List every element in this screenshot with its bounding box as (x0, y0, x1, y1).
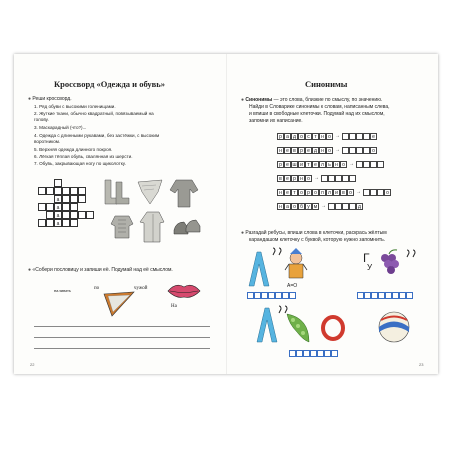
word-letter-box: д (291, 133, 298, 140)
synonym-row (277, 189, 391, 196)
word-letter-box: и (298, 161, 305, 168)
word-letter-box: ь (326, 161, 333, 168)
definition-line: и впиши в свободные клеточки. Подумай над их смыслом, (249, 111, 385, 117)
crossword-cell[interactable] (70, 211, 78, 219)
right-page-title: Синонимы (305, 79, 348, 89)
arrow-right-icon: → (356, 189, 361, 195)
crossword-cell-given: а (54, 203, 62, 211)
page-number-left: 22 (30, 362, 35, 367)
word-letter-box: е (284, 147, 291, 154)
answer-box[interactable] (356, 161, 363, 168)
clue-5: 5. Верхняя одежда длинного покроя. (34, 147, 113, 152)
clue-6: 6. Лёгкая тёплая обувь, свалянная из шерсти. (34, 154, 133, 159)
answer-box[interactable] (282, 292, 289, 299)
hint-letter-box: о (370, 147, 377, 154)
answer-line[interactable] (34, 348, 210, 349)
answer-box[interactable] (261, 292, 268, 299)
coat-illustration (140, 210, 166, 244)
definition-line: запомни их написание. (249, 118, 303, 124)
book-spread (14, 54, 438, 374)
crossword-cell[interactable] (54, 179, 62, 187)
rebus-word-nalivat: наливать (54, 288, 72, 293)
word-letter-box: о (298, 189, 305, 196)
answer-box[interactable] (370, 161, 377, 168)
answer-box[interactable] (363, 189, 370, 196)
crossword-cell[interactable] (86, 211, 94, 219)
answer-box[interactable] (289, 292, 296, 299)
clown-illustration (283, 250, 309, 282)
word-letter-box: т (291, 189, 298, 196)
answer-box[interactable] (331, 350, 338, 357)
rebus-word-po: по (94, 286, 100, 291)
word-letter-box: ш (292, 162, 297, 168)
answer-box[interactable] (310, 350, 317, 357)
word-letter-box: а (284, 133, 291, 140)
synonym-row (277, 175, 356, 182)
word-letter-box: б (298, 203, 305, 210)
word-letter-box: о (298, 133, 305, 140)
rebus-instruction-line2: карандашом клеточку с буквой, которую нужно запомнить. (249, 237, 386, 243)
word-letter-box: о (326, 133, 333, 140)
answer-box[interactable] (385, 292, 392, 299)
answer-box[interactable] (363, 133, 370, 140)
pie-slice-illustration (102, 290, 136, 318)
definition-line: Найди в Словарике синонимы к словам, написанным слева, (249, 104, 390, 110)
arrow-right-icon: → (314, 175, 319, 181)
answer-box[interactable] (349, 133, 356, 140)
answer-box[interactable] (328, 203, 335, 210)
word-letter-box: н (277, 203, 284, 210)
word-letter-box: т (305, 161, 312, 168)
answer-box[interactable] (317, 350, 324, 357)
answer-box[interactable] (371, 292, 378, 299)
page-number-right: 23 (419, 362, 424, 367)
crossword-cell[interactable] (78, 211, 86, 219)
arrow-right-icon: → (335, 133, 340, 139)
answer-box[interactable] (342, 147, 349, 154)
word-letter-box: н (319, 147, 326, 154)
letter-l-illustration (255, 306, 277, 344)
rebus2-answer-boxes (357, 292, 413, 299)
word-letter-box: с (305, 133, 312, 140)
sweater-illustration (168, 178, 200, 208)
crossword-cell[interactable] (78, 195, 86, 203)
clue-4-cont: воротником. (34, 139, 61, 144)
answer-box[interactable] (296, 350, 303, 357)
word-letter-box: е (284, 161, 291, 168)
word-letter-box: р (298, 147, 305, 154)
synonym-row (277, 203, 363, 210)
answer-box[interactable] (357, 292, 364, 299)
answer-box[interactable] (378, 292, 385, 299)
word-letter-box: р (305, 189, 312, 196)
proverb-instruction: ● «Собери пословицу и запиши её. Подумай над её смыслом. (28, 267, 173, 273)
answer-box[interactable] (356, 133, 363, 140)
answer-box[interactable] (328, 175, 335, 182)
rebus-word-chuzhoy: чужой (134, 286, 148, 291)
letter-l-illustration (247, 250, 269, 288)
answer-box[interactable] (342, 133, 349, 140)
ball-illustration (377, 310, 411, 344)
clue-3: 3. Маскарадный (что?)... (34, 125, 87, 130)
answer-box[interactable] (364, 292, 371, 299)
hint-letter-box: о (384, 189, 391, 196)
rebus2-letter-bottom: У (367, 263, 373, 272)
rebus1-answer-boxes (247, 292, 296, 299)
word-letter-box: н (277, 147, 284, 154)
synonym-row (277, 161, 384, 168)
answer-box[interactable] (342, 203, 349, 210)
answer-box[interactable] (289, 350, 296, 357)
word-letter-box: м (313, 204, 318, 210)
word-letter-box: т (312, 133, 319, 140)
crossword-cell[interactable] (38, 203, 46, 211)
crossword-cell[interactable] (62, 219, 70, 227)
clue-2-cont: голову. (34, 117, 49, 122)
word-letter-box: л (326, 189, 333, 196)
answer-box[interactable] (254, 292, 261, 299)
word-letter-box: е (284, 189, 291, 196)
word-letter-box: п (319, 189, 326, 196)
word-letter-box: и (333, 189, 340, 196)
answer-box[interactable] (349, 147, 356, 154)
word-letter-box: н (319, 133, 326, 140)
answer-box[interactable] (363, 161, 370, 168)
crossword-cell[interactable] (62, 187, 70, 195)
answer-box[interactable] (377, 161, 384, 168)
answer-box[interactable] (406, 292, 413, 299)
crossword-cell-given: а (54, 211, 62, 219)
crossword-cell[interactable] (62, 195, 70, 203)
word-letter-box: о (347, 189, 354, 196)
left-page-title: Кроссворд «Одежда и обувь» (54, 79, 165, 89)
answer-box[interactable] (321, 175, 328, 182)
clue-2: 2. Жуткие ткани, обычно квадратный, повязываемый на (34, 111, 154, 116)
crossword-cell[interactable] (38, 219, 46, 227)
scarf-illustration (136, 178, 164, 206)
word-letter-box: р (277, 161, 284, 168)
word-letter-box: е (284, 175, 291, 182)
crossword-cell-given: а (54, 219, 62, 227)
answer-box[interactable] (342, 175, 349, 182)
answer-box[interactable] (268, 292, 275, 299)
word-letter-box: а (284, 203, 291, 210)
word-letter-box: н (298, 175, 305, 182)
crossword-cell[interactable] (46, 211, 54, 219)
answer-box[interactable] (377, 189, 384, 196)
word-letter-box: в (277, 175, 284, 182)
pea-pod-illustration (283, 310, 313, 344)
crossword-cell[interactable] (54, 187, 62, 195)
word-letter-box: о (305, 175, 312, 182)
answer-box[interactable] (335, 203, 342, 210)
word-letter-box: д (312, 147, 319, 154)
grapes-illustration (377, 248, 401, 276)
word-letter-box: в (291, 147, 298, 154)
arrow-right-icon: → (335, 147, 340, 153)
clue-7: 7. Обувь, закрывающая ногу по щиколотку. (34, 161, 126, 166)
rebus1-caption: А=О (287, 283, 298, 289)
right-page (227, 54, 438, 374)
crossword-cell[interactable] (70, 195, 78, 203)
word-letter-box: в (340, 189, 347, 196)
apostrophes-icon (405, 248, 419, 258)
crossword-cell[interactable] (62, 211, 70, 219)
arrow-right-icon: → (321, 203, 326, 209)
word-letter-box: е (312, 161, 319, 168)
answer-box[interactable] (335, 175, 342, 182)
lips-illustration (166, 282, 202, 300)
crossword-cell[interactable] (70, 219, 78, 227)
answer-box[interactable] (392, 292, 399, 299)
crossword-cell[interactable] (70, 203, 78, 211)
synonym-row (277, 133, 377, 140)
rebus3-answer-boxes (289, 350, 338, 357)
synonym-row (277, 147, 377, 154)
answer-box[interactable] (363, 147, 370, 154)
rebus-word-na: На (171, 304, 177, 309)
word-letter-box: р (277, 133, 284, 140)
word-letter-box: е (305, 147, 312, 154)
crossword-cell-given: а (54, 195, 62, 203)
clue-1: 1. Ряд обуви с высокими голенищами. (34, 104, 116, 109)
hint-letter-box: е (370, 133, 377, 140)
rebus2-letter-top: Г (363, 251, 370, 265)
crossword-instruction: ● Реши кроссворд. (28, 96, 72, 102)
crossword-cell[interactable] (46, 203, 54, 211)
shoes-illustration (172, 218, 202, 238)
crossword-cell[interactable] (38, 187, 46, 195)
boots-illustration (102, 178, 132, 208)
letter-o-illustration (321, 316, 345, 340)
answer-box[interactable] (356, 147, 363, 154)
crossword-cell[interactable] (62, 203, 70, 211)
word-letter-box: н (277, 189, 284, 196)
word-letter-box: у (305, 203, 312, 210)
hint-letter-box: д (356, 203, 363, 210)
word-letter-box: о (326, 147, 333, 154)
answer-line[interactable] (34, 337, 210, 338)
answer-box[interactable] (275, 292, 282, 299)
shirt-illustration (110, 214, 134, 240)
crossword-cell[interactable] (70, 187, 78, 195)
answer-box[interactable] (247, 292, 254, 299)
answer-box[interactable] (324, 350, 331, 357)
crossword-cell[interactable] (46, 219, 54, 227)
crossword-cell[interactable] (46, 187, 54, 195)
left-page (14, 54, 226, 374)
answer-box[interactable] (349, 203, 356, 210)
word-letter-box: л (319, 161, 326, 168)
arrow-right-icon: → (349, 161, 354, 167)
crossword-cell[interactable] (78, 187, 86, 195)
answer-box[interactable] (303, 350, 310, 357)
word-letter-box: о (340, 161, 347, 168)
rebus-instruction: ● Разгадай ребусы, впиши слова в клеточки, раскрась жёлтым (241, 230, 387, 236)
clue-4: 4. Одежда с длинными рукавами, без застёжки, с высоким (34, 133, 160, 138)
answer-box[interactable] (399, 292, 406, 299)
answer-line[interactable] (34, 326, 210, 327)
word-letter-box: р (291, 175, 298, 182)
word-letter-box: о (291, 203, 298, 210)
answer-box[interactable] (349, 175, 356, 182)
answer-box[interactable] (370, 189, 377, 196)
word-letter-box: н (333, 161, 340, 168)
word-letter-box: о (312, 189, 319, 196)
synonyms-definition: ● Синонимы — это слова, близкие по смыслу, по значению. (241, 97, 383, 103)
